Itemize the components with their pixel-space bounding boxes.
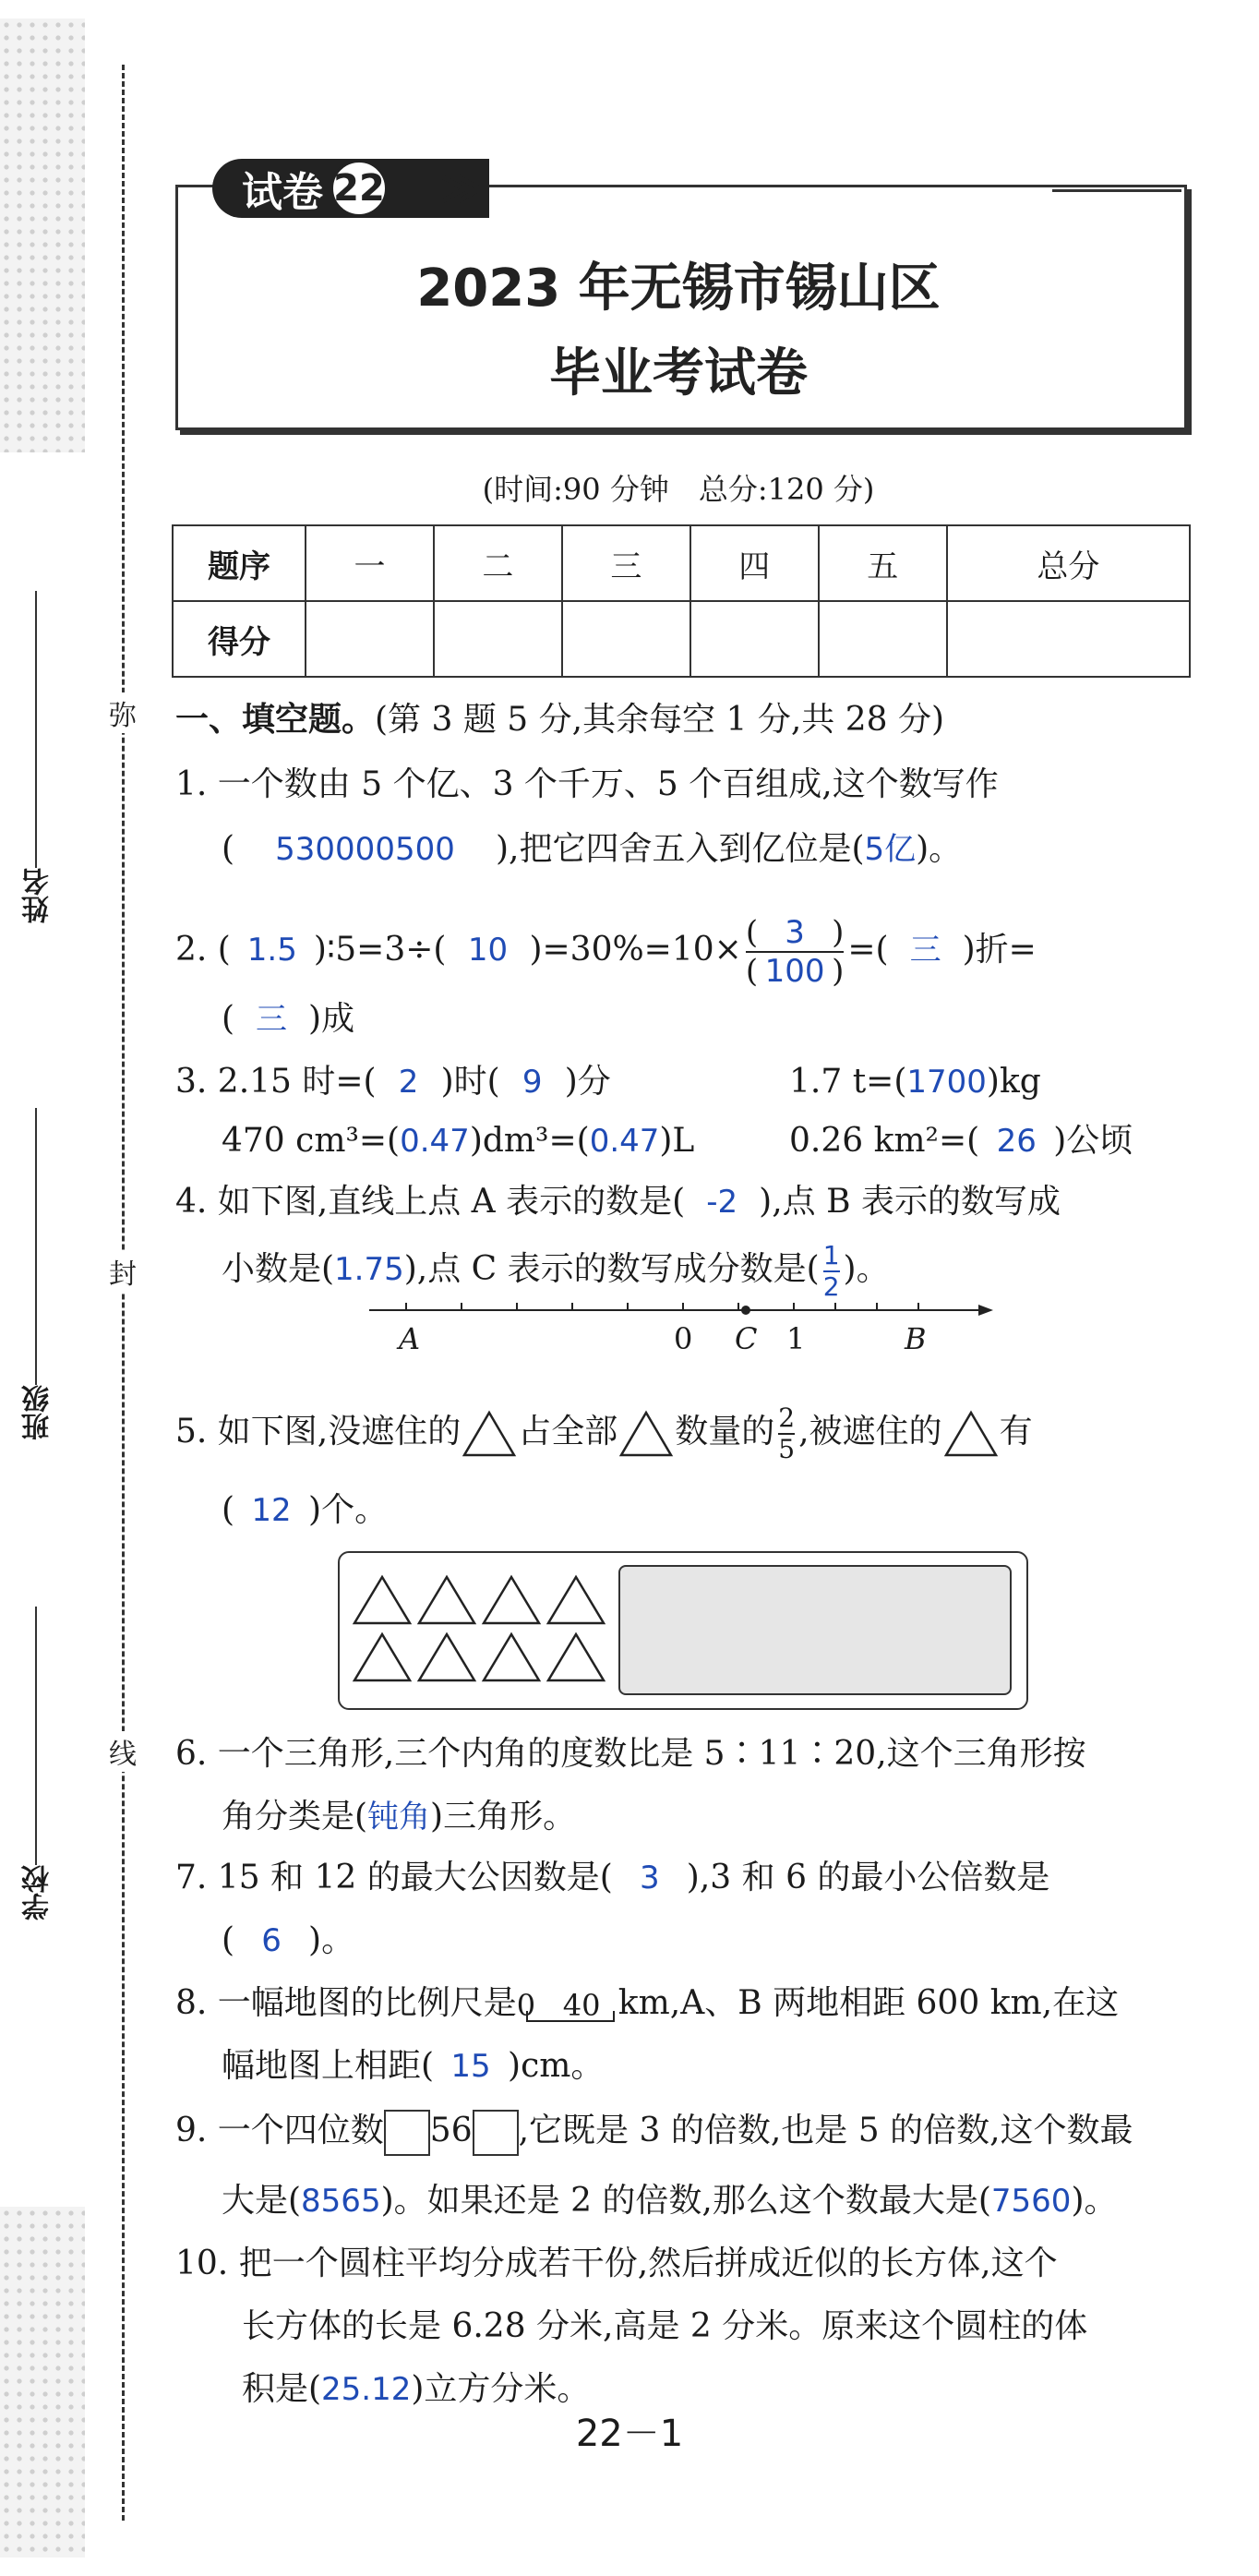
name-label: 姓名 (22, 868, 54, 923)
score-header-cell: 题序 (173, 525, 306, 601)
q7-text-1: 7. 15 和 12 的最大公因数是( (175, 1859, 613, 1896)
q9-answer-max[interactable]: 8565 (301, 2183, 381, 2220)
q10-line1: 10. 把一个圆柱平均分成若干份,然后拼成近似的长方体,这个 (175, 2245, 1058, 2282)
axis-label-a: A (399, 1321, 421, 1356)
score-header-cell: 一 (306, 525, 434, 601)
q4-text-5: )。 (843, 1250, 890, 1288)
q7-text-2: ),3 和 6 的最小公倍数是 (686, 1859, 1050, 1896)
q3-answer-dm3[interactable]: 0.47 (400, 1123, 470, 1160)
q6-line2 (222, 1795, 576, 1839)
q4-text-2: ),点 B 表示的数写成 (759, 1183, 1061, 1221)
q6-text-1: 角分类是( (222, 1798, 368, 1836)
q4-line2 (222, 1241, 890, 1302)
paren-open: ( (222, 1000, 235, 1038)
q2-answer-1[interactable]: 1.5 (246, 932, 297, 969)
dot-pattern-top (0, 18, 85, 452)
q9-text-4: 大是( (222, 2182, 302, 2220)
q9-answer-max-even[interactable]: 7560 (990, 2183, 1072, 2220)
paren-open: ( (222, 1491, 235, 1529)
score-table-header-row (173, 525, 1190, 601)
score-header-cell: 四 (690, 525, 819, 601)
q10-line2: 长方体的长是 6.28 分米,高是 2 分米。原来这个圆柱的体 (242, 2307, 1088, 2345)
q2-fraction (746, 914, 845, 990)
q1-answer-number[interactable]: 530000500 (275, 831, 455, 868)
axis-label-b: B (905, 1321, 927, 1356)
exam-title-line2: 毕业考试卷 (549, 343, 808, 403)
score-header-cell: 五 (819, 525, 947, 601)
seal-char-xian: 线 (109, 1731, 137, 1772)
q3-line1-left (175, 1060, 611, 1104)
q9-text-6: )。 (1071, 2182, 1118, 2220)
q7-answer-lcm[interactable]: 6 (261, 1922, 282, 1959)
q2-text-3: =( (847, 931, 889, 969)
q2-number: 2. ( (175, 931, 231, 969)
fraction-numerator: 2 (778, 1402, 796, 1433)
fraction-denominator: 5 (778, 1434, 796, 1464)
scale-zero: 0 (516, 1988, 536, 2023)
q1-end: )。 (916, 830, 963, 868)
q7-answer-gcd[interactable]: 3 (639, 1860, 660, 1896)
q8-line2 (222, 2044, 604, 2088)
badge-number: 22 (330, 160, 388, 217)
badge-text: 试卷 (242, 169, 323, 216)
axis-label-c: C (735, 1321, 758, 1356)
section-fill-in-title (175, 698, 944, 742)
q5-text-2: 占全部 (518, 1413, 618, 1451)
q3-text-5: )kg (986, 1063, 1041, 1101)
q9-text-2: 56 (429, 2112, 473, 2149)
exam-title-line1: 2023 年无锡市锡山区 (416, 259, 941, 319)
score-cell[interactable] (306, 601, 434, 677)
q4-answer-a[interactable]: -2 (706, 1184, 738, 1221)
q8-text-4: )cm。 (508, 2047, 605, 2085)
q3-text-7: )dm³=( (469, 1122, 590, 1160)
school-field-line (35, 1607, 37, 1865)
q9-text-3: ,它既是 3 的倍数,也是 5 的倍数,这个数最 (518, 2112, 1133, 2149)
score-row-label: 得分 (173, 601, 306, 677)
title-frame-corner (1052, 189, 1181, 192)
triangle-icon (461, 1409, 518, 1459)
q6-text-2: )三角形。 (430, 1798, 577, 1836)
q2-answer-percent[interactable]: 三 (256, 1001, 288, 1038)
q5-text-1: 5. 如下图,没遮住的 (175, 1413, 462, 1451)
class-field-line (35, 1108, 37, 1385)
seal-char-mi: 弥 (109, 692, 137, 733)
q8-line1 (175, 1981, 1119, 2026)
q2-answer-numerator[interactable]: 3 (785, 914, 805, 951)
digit-box[interactable] (384, 2110, 430, 2156)
q10-text-1: 积是( (242, 2370, 322, 2408)
q2-fraction-num-row: ( 3 ) (745, 914, 845, 951)
q5-fraction (778, 1403, 795, 1464)
q3-text-3: )分 (564, 1063, 611, 1101)
q3-answer-hours[interactable]: 2 (398, 1064, 419, 1101)
q3-text-2: )时( (440, 1063, 500, 1101)
score-cell[interactable] (947, 601, 1190, 677)
q2-line1 (175, 914, 1037, 990)
q2-answer-discount[interactable]: 三 (909, 932, 941, 969)
q3-line2-left (222, 1119, 694, 1163)
binding-margin (0, 0, 97, 2576)
q3-text-1: 3. 2.15 时=( (175, 1063, 377, 1101)
q3-text-10: )公顷 (1053, 1122, 1133, 1160)
q2-answer-2[interactable]: 10 (467, 932, 509, 969)
seal-dashed-line (122, 65, 125, 2521)
q6-line1: 6. 一个三角形,三个内角的度数比是 5∶11∶20,这个三角形按 (175, 1735, 1086, 1773)
q1-answer-rounded[interactable]: 5亿 (864, 831, 917, 868)
q2-text-2: )=30%=10× (529, 931, 742, 969)
q5-text-6: )个。 (308, 1491, 389, 1529)
school-label: 学校 (22, 1865, 54, 1920)
q3-line2-right (789, 1119, 1133, 1163)
class-field[interactable] (18, 1108, 55, 1459)
triangle-icon (618, 1409, 675, 1459)
score-cell[interactable] (819, 601, 947, 677)
score-cell[interactable] (562, 601, 690, 677)
q2-text-1: )∶5=3÷( (313, 931, 447, 969)
q5-text-3: 数量的 (675, 1413, 775, 1451)
q3-answer-minutes[interactable]: 9 (522, 1064, 543, 1101)
q7-line1 (175, 1856, 1049, 1900)
q9-text-5: )。如果还是 2 的倍数,那么这个数最大是( (380, 2182, 991, 2220)
q9-line2 (222, 2179, 1117, 2223)
q5-text-4: ,被遮住的 (798, 1413, 942, 1451)
score-cell[interactable] (434, 601, 562, 677)
score-header-cell: 三 (562, 525, 690, 601)
double-arrow-icon: ≫ (439, 163, 485, 212)
q3-answer-liters[interactable]: 0.47 (589, 1123, 660, 1160)
class-label: 班级 (22, 1385, 54, 1440)
score-cell[interactable] (690, 601, 819, 677)
page-number: 22－1 (575, 2413, 684, 2455)
q4-text-4: ),点 C 表示的数写成分数是( (403, 1250, 820, 1288)
scale-line (526, 2011, 615, 2022)
q4-answer-b[interactable]: 1.75 (334, 1251, 404, 1288)
q2-text-5: )成 (308, 1000, 355, 1038)
q3-answer-hectares[interactable]: 26 (996, 1123, 1037, 1160)
q3-answer-kg[interactable]: 1700 (906, 1064, 987, 1101)
q3-text-9: 0.26 km²=( (789, 1122, 980, 1160)
section-title: 一、填空题。 (175, 701, 376, 739)
q8-answer[interactable]: 15 (450, 2048, 491, 2085)
q2-answer-denominator[interactable]: 100 (764, 953, 825, 990)
dot-pattern-bottom (0, 2207, 85, 2558)
fraction-numerator: 1 (822, 1240, 840, 1270)
q10-answer[interactable]: 25.12 (321, 2371, 412, 2408)
q3-text-6: 470 cm³=( (222, 1122, 401, 1160)
q2-fraction-den-row: ( 100 ) (745, 953, 845, 990)
q5-answer[interactable]: 12 (251, 1492, 292, 1529)
q1-mid-text: ),把它四舍五入到亿位是( (495, 830, 865, 868)
q8-text-1: 8. 一幅地图的比例尺是 (175, 1984, 517, 2022)
score-header-cell: 总分 (947, 525, 1190, 601)
paren-open: ( (222, 830, 235, 868)
q4-line1 (175, 1180, 1061, 1224)
q7-text-3: )。 (308, 1921, 355, 1959)
q3-text-4: 1.7 t=( (789, 1063, 907, 1101)
fraction-denominator: 2 (822, 1271, 840, 1302)
score-header-cell: 二 (434, 525, 562, 601)
triangle-icon (942, 1409, 1000, 1459)
q5-line1 (175, 1403, 1033, 1464)
scale-forty: 40 (562, 1988, 601, 2023)
q4-text-3: 小数是( (222, 1250, 335, 1288)
q6-answer[interactable]: 钝角 (367, 1799, 431, 1836)
q5-line2 (222, 1488, 388, 1533)
score-table-score-row (173, 601, 1190, 677)
seal-char-feng: 封 (109, 1251, 137, 1292)
q9-text-1: 9. 一个四位数 (175, 2112, 384, 2149)
q10-text-2: )立方分米。 (411, 2370, 591, 2408)
q9-line1 (175, 2109, 1133, 2156)
axis-label-zero: 0 (674, 1321, 693, 1356)
covered-area (618, 1565, 1012, 1695)
q3-line1-right (789, 1060, 1041, 1104)
q2-line2 (222, 997, 354, 1041)
triangle-figure (351, 1570, 618, 1690)
number-line (369, 1297, 997, 1362)
paren-open: ( (222, 1921, 235, 1959)
q8-text-2: km,A、B 两地相距 600 km,在这 (618, 1984, 1120, 2022)
q4-text-1: 4. 如下图,直线上点 A 表示的数是( (175, 1183, 686, 1221)
q4-answer-c-fraction[interactable] (823, 1241, 840, 1302)
name-field[interactable] (18, 591, 55, 942)
exam-time-score: (时间:90 分钟 总分:120 分) (482, 472, 875, 507)
name-field-line (35, 591, 37, 868)
school-field[interactable] (18, 1607, 55, 1957)
q3-text-8: )L (659, 1122, 695, 1160)
q5-text-5: 有 (999, 1413, 1033, 1451)
digit-box[interactable] (473, 2110, 519, 2156)
axis-label-one: 1 (786, 1321, 806, 1356)
score-table (172, 524, 1191, 678)
section-note: (第 3 题 5 分,其余每空 1 分,共 28 分) (375, 701, 945, 739)
q1-line2 (222, 827, 962, 872)
q7-line2 (222, 1919, 354, 1963)
q8-text-3: 幅地图上相距( (222, 2047, 435, 2085)
q1-line1: 1. 一个数由 5 个亿、3 个千万、5 个百组成,这个数写作 (175, 765, 999, 803)
map-scale-bar (517, 1987, 618, 2024)
q2-text-4: )折= (962, 931, 1037, 969)
